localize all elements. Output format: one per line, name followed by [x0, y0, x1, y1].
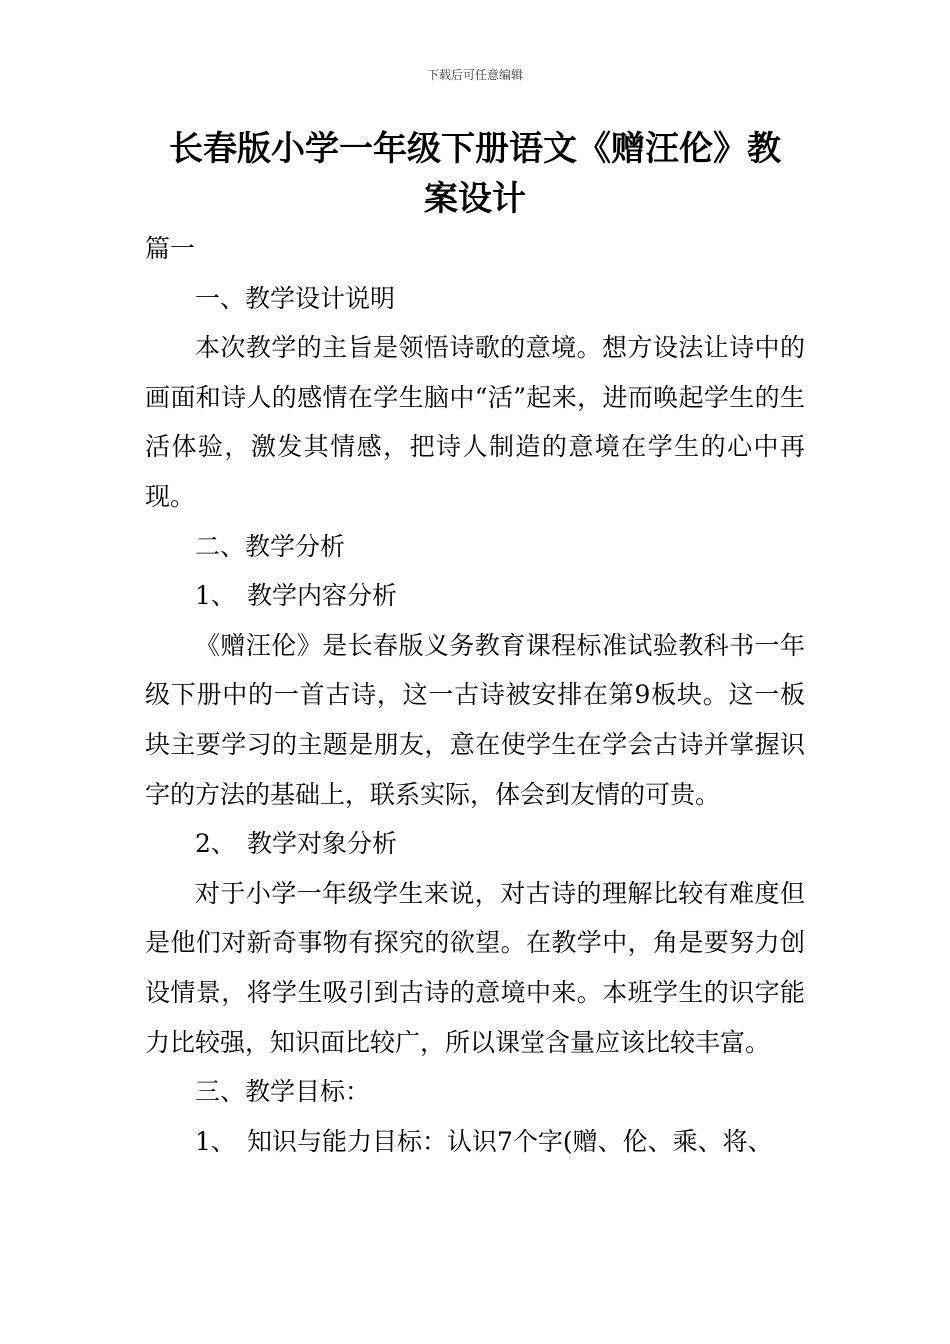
title-line-1: 长春版小学一年级下册语文《赠汪伦》教: [169, 129, 781, 169]
list-item-content-analysis: [145, 571, 805, 621]
title-line-2: 案设计: [424, 179, 526, 219]
part-label: 篇一: [145, 234, 196, 263]
section-heading-3: 三、教学目标：: [195, 1077, 371, 1107]
list-item-number: 2、: [195, 829, 236, 859]
list-item-number: 1、: [195, 1126, 236, 1156]
header-note: 下载后可任意编辑: [426, 68, 523, 82]
paragraph-design-note: 本次教学的主旨是领悟诗歌的意境。想方设法让诗中的画面和诗人的感情在学生脑中“活”起来，进而唤起学生的生活体验，激发其情感，把诗人制造的意境在学生的心中再现。: [145, 333, 805, 511]
paragraph-audience-analysis: 对于小学一年级学生来说，对古诗的理解比较有难度但是他们对新奇事物有探究的欲望。在教学中，角是要努力创设情景，将学生吸引到古诗的意境中来。本班学生的识字能力比较强，知识面比较广，所以课堂含量应该比较丰富。: [145, 878, 805, 1057]
document-title: [140, 124, 810, 224]
list-item-knowledge-goal: [145, 1117, 805, 1167]
section-heading-2: 二、教学分析: [195, 531, 346, 561]
list-item-label: 教学内容分析: [247, 581, 398, 611]
document-body: [145, 224, 805, 1166]
paragraph-content-analysis: 《赠汪伦》是长春版义务教育课程标准试验教科书一年级下册中的一首古诗，这一古诗被安排在第9板块。这一板块主要学习的主题是朋友，意在使学生在学会古诗并掌握识字的方法的基础上，联系实际，体会到友情的可贵。: [145, 630, 805, 809]
list-item-label: 教学对象分析: [247, 829, 398, 859]
list-item-label: 知识与能力目标：认识7个字(赠、伦、乘、将、: [247, 1126, 773, 1156]
section-heading-1: 一、教学设计说明: [195, 283, 396, 313]
list-item-audience-analysis: [145, 819, 805, 869]
list-item-number: 1、: [195, 581, 236, 611]
